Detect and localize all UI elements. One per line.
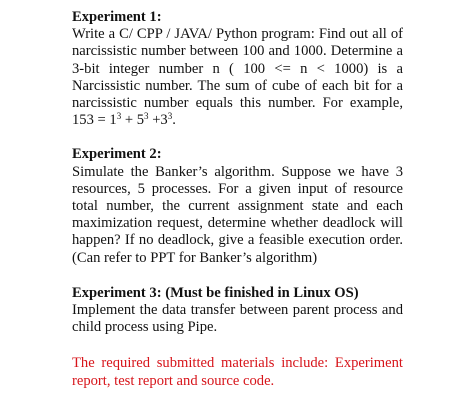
experiment-1-section xyxy=(72,9,403,129)
submission-note: The required submitted materials include: Experiment report, test report and source code. xyxy=(72,355,403,389)
sentence-end: . xyxy=(172,112,176,129)
document-page xyxy=(72,9,403,390)
exponent-1: 3 xyxy=(116,111,122,122)
experiment-1-description xyxy=(72,26,403,129)
experiment-1-title: Experiment 1: xyxy=(72,9,162,25)
experiment-2-section xyxy=(72,146,403,266)
experiment-3-title: Experiment 3: (Must be finished in Linux OS) xyxy=(72,284,359,301)
exponent-3: 3 xyxy=(167,111,173,122)
submission-note-section xyxy=(72,355,403,389)
experiment-3-description: Implement the data transfer between parent process and child process using Pipe. xyxy=(72,302,403,336)
plus-term-5: + 5 xyxy=(121,112,145,129)
exponent-2: 3 xyxy=(144,111,149,122)
experiment-1-text: Write a C/ CPP / JAVA/ Python program: Find out all of narcissistic number between 100 and 1000. Determine a 3-bit integer number n ( 100 <= n < 1000) is a Narcissistic number. The sum of cube of each bit for a narcissistic number equals this number. For example, 153 = 1 xyxy=(72,26,403,129)
plus-term-3: +3 xyxy=(148,112,168,129)
experiment-2-title: Experiment 2: xyxy=(72,146,162,163)
experiment-3-section xyxy=(72,285,403,337)
experiment-2-description: Simulate the Banker’s algorithm. Suppose we have 3 resources, 5 processes. For a given input of resource total number, the current assignment state and each maximization request, determine whether deadlock will happen? If no deadlock, give a feasible execution order. (Can refer to PPT for Banker’s algorithm) xyxy=(72,163,403,266)
